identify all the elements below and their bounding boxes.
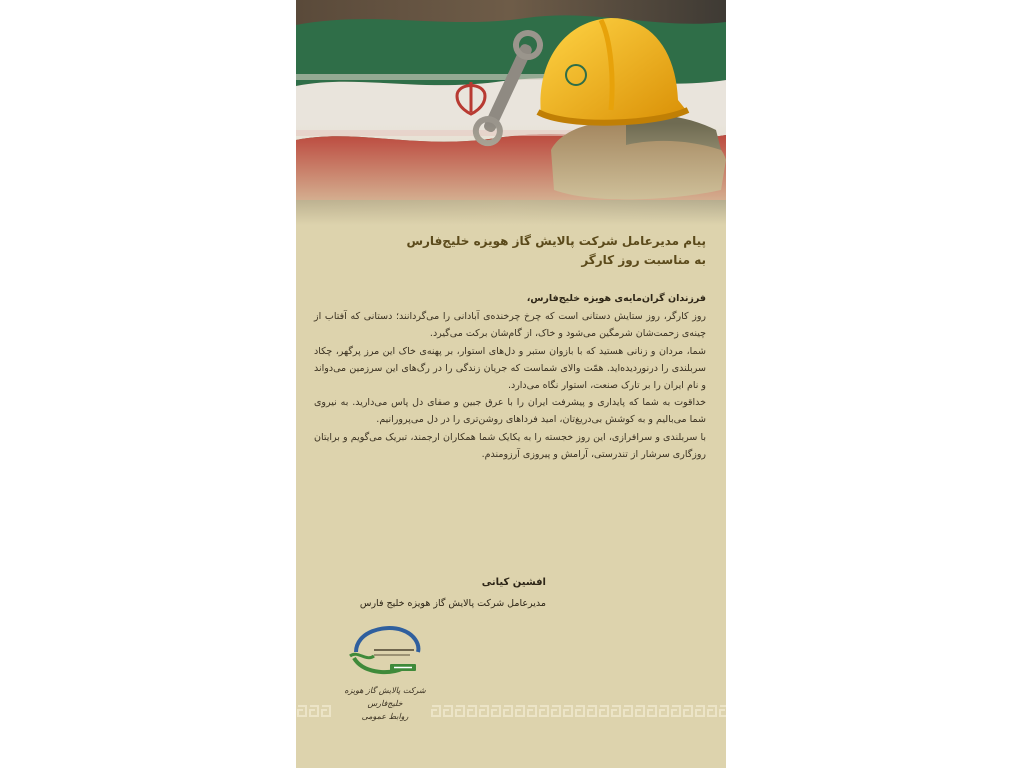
signature-role: مدیرعامل شرکت پالایش گاز هویزه خلیج فارس xyxy=(359,598,546,609)
hero-image xyxy=(296,0,726,225)
flag-helmet-wrench-gloves-image xyxy=(296,0,726,225)
paragraph-1: روز کارگر، روز ستایش دستانی است که چرخ چرخنده‌ی آبادانی را می‌گردانند؛ دستانی که آفتاب از چینه‌ی زحمت‌شان شرمگین می‌شود و خاک، از گام‌شان برکت می‌گیرد. xyxy=(314,311,706,340)
signature-name: افشین کیانی xyxy=(481,577,546,588)
poster xyxy=(296,0,726,768)
paragraph-2: شما، مردان و زنانی هستید که با بازوان ستبر و دل‌های استوار، بر پهنه‌ی خاک این مرز پرگهر، چکاد سربلندی را درنوردیده‌اید. همّت والای شماست که جریان زندگی را در رگ‌های این سرزمین می‌دواند و نام ایران را بر تارک صنعت، استوار نگاه می‌دارد. xyxy=(314,345,706,392)
signature xyxy=(326,574,546,613)
logo-caption xyxy=(342,684,428,723)
paragraph-3: خداقوت به شما که پایداری و پیشرفت ایران را با عرق جبین و صفای دل پاس می‌دارید. به نیروی شما می‌بالیم و به کوشش بی‌دریغ‌تان، امید فرداهای روشن‌تری را در دل می‌پرورانیم. xyxy=(314,397,706,426)
decorative-pattern-right xyxy=(430,703,726,719)
title-line-2: به مناسبت روز کارگر xyxy=(581,253,706,267)
paragraph-4: با سربلندی و سرافرازی، این روز خجسته را به یکایک شما همکاران ارجمند، تبریک می‌گویم و برایتان روزگاری سرشار از تندرستی، آرامش و پیروزی آرزومندم. xyxy=(314,431,706,460)
title-line-1: پیام مدیرعامل شرکت پالایش گاز هویزه خلیج‌فارس xyxy=(406,234,706,248)
logo-caption-company: شرکت پالایش گاز هویزه خلیج‌فارس xyxy=(344,686,426,708)
greeting: فرزندان گران‌مایه‌ی هویزه خلیج‌فارس، xyxy=(526,293,706,304)
decorative-pattern-left xyxy=(296,703,336,719)
pgpic-logo-icon xyxy=(344,622,426,682)
logo-caption-department: روابط عمومی xyxy=(361,712,409,721)
message-title xyxy=(326,232,706,270)
letter-body xyxy=(314,290,706,463)
